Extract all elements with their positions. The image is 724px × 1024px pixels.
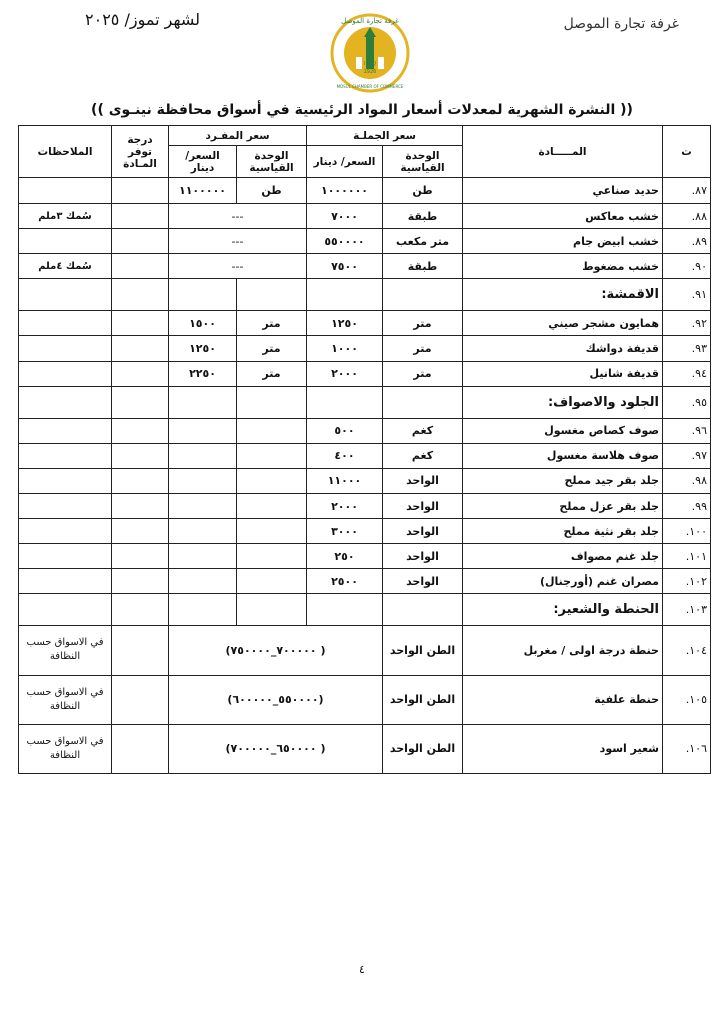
availability-cell (112, 418, 169, 443)
wholesale-price: ١٠٠٠ (307, 336, 383, 361)
price-range: ( ٧٠٠٠٠٠_٧٥٠٠٠٠) (169, 626, 383, 675)
empty-cell (19, 594, 112, 626)
row-number: ١٠٥. (663, 675, 711, 724)
table-row (19, 569, 711, 594)
section-title: الاقمشة: (463, 279, 663, 311)
retail-unit (237, 544, 307, 569)
col-wholesale: سعر الجملـة (307, 126, 463, 146)
wholesale-price: ٢٥٠ (307, 544, 383, 569)
col-notes: الملاحظات (19, 126, 112, 178)
notes-cell (19, 493, 112, 518)
logo-arabic-text: غرفة تجارة الموصل (341, 17, 399, 25)
wholesale-price: ١٠٠٠٠٠٠ (307, 178, 383, 204)
notes-cell: في الاسواق حسب النظافة (19, 724, 112, 773)
wholesale-price: ٢٥٠٠ (307, 569, 383, 594)
retail-price (169, 519, 237, 544)
empty-cell (19, 386, 112, 418)
chamber-logo-icon (330, 13, 410, 93)
notes-cell (19, 418, 112, 443)
row-number: ٩١. (663, 279, 711, 311)
availability-cell (112, 675, 169, 724)
retail-unit: متر (237, 311, 307, 336)
notes-cell (19, 468, 112, 493)
retail-unit (237, 493, 307, 518)
material-name: حنطة درجة اولى / مغربل (463, 626, 663, 675)
availability-cell (112, 544, 169, 569)
wholesale-price: ٥٠٠ (307, 418, 383, 443)
empty-cell (19, 279, 112, 311)
notes-cell: سُمك ٤ملم (19, 254, 112, 279)
wholesale-unit: الواحد (383, 468, 463, 493)
wholesale-unit: الواحد (383, 544, 463, 569)
material-name: قديفة دواشك (463, 336, 663, 361)
table-row (19, 311, 711, 336)
wholesale-unit: الواحد (383, 569, 463, 594)
row-number: ٨٨. (663, 204, 711, 229)
row-number: ٩٣. (663, 336, 711, 361)
logo-year-text: 1926 (363, 69, 377, 75)
notes-cell: في الاسواق حسب النظافة (19, 626, 112, 675)
material-name: خشب ابيض جام (463, 229, 663, 254)
material-name: حديد صناعي (463, 178, 663, 204)
prices-table-body (19, 178, 711, 774)
wholesale-unit: متر (383, 361, 463, 386)
empty-cell (383, 386, 463, 418)
row-number: ١٠٤. (663, 626, 711, 675)
price-range: (٥٥٠٠٠٠_٦٠٠٠٠٠) (169, 675, 383, 724)
page-number: ٤ (359, 963, 365, 976)
availability-cell (112, 178, 169, 204)
wholesale-price: ٢٠٠٠ (307, 493, 383, 518)
wholesale-unit: متر مكعب (383, 229, 463, 254)
empty-cell (307, 279, 383, 311)
table-row (19, 724, 711, 773)
retail-unit (237, 569, 307, 594)
material-name: صوف كصاص مغسول (463, 418, 663, 443)
retail-price: ١١٠٠٠٠٠ (169, 178, 237, 204)
empty-cell (237, 279, 307, 311)
wholesale-unit: متر (383, 311, 463, 336)
availability-cell (112, 336, 169, 361)
row-number: ٨٩. (663, 229, 711, 254)
availability-cell (112, 493, 169, 518)
retail-price (169, 443, 237, 468)
section-row (19, 594, 711, 626)
price-range: ( ٦٥٠٠٠٠_٧٠٠٠٠٠) (169, 724, 383, 773)
col-retail: سعر المفـرد (169, 126, 307, 146)
retail-price (169, 569, 237, 594)
retail-unit (237, 443, 307, 468)
wholesale-unit: الواحد (383, 493, 463, 518)
row-number: ٩٦. (663, 418, 711, 443)
notes-cell (19, 544, 112, 569)
row-number: ٩٥. (663, 386, 711, 418)
retail-dash: --- (169, 229, 307, 254)
row-number: ٩٧. (663, 443, 711, 468)
bulletin-month: لشهر تموز/ ٢٠٢٥ (85, 10, 200, 29)
retail-unit (237, 468, 307, 493)
wholesale-price: ٢٠٠٠ (307, 361, 383, 386)
row-number: ٩٤. (663, 361, 711, 386)
retail-price (169, 493, 237, 518)
wholesale-unit: متر (383, 336, 463, 361)
availability-cell (112, 519, 169, 544)
col-num: ت (663, 126, 711, 178)
wholesale-unit: الطن الواحد (383, 675, 463, 724)
chamber-name: غرفة تجارة الموصل (563, 16, 679, 32)
table-row (19, 418, 711, 443)
retail-price: ١٥٠٠ (169, 311, 237, 336)
row-number: ١٠٣. (663, 594, 711, 626)
retail-price (169, 418, 237, 443)
material-name: مصران غنم (أورجنال) (463, 569, 663, 594)
retail-price: ٢٢٥٠ (169, 361, 237, 386)
row-number: ٨٧. (663, 178, 711, 204)
material-name: جلد بقر عزل مملح (463, 493, 663, 518)
retail-price (169, 468, 237, 493)
wholesale-unit: كغم (383, 418, 463, 443)
notes-cell (19, 519, 112, 544)
wholesale-unit: طن (383, 178, 463, 204)
prices-table (18, 125, 711, 774)
row-number: ١٠٢. (663, 569, 711, 594)
logo-iraq-text: IRAQ (363, 61, 377, 67)
availability-cell (112, 443, 169, 468)
empty-cell (112, 594, 169, 626)
notes-cell (19, 569, 112, 594)
material-name: همايون مشجر صيني (463, 311, 663, 336)
retail-unit: متر (237, 361, 307, 386)
table-row (19, 254, 711, 279)
material-name: حنطة علفية (463, 675, 663, 724)
retail-price (169, 544, 237, 569)
table-row (19, 336, 711, 361)
notes-cell (19, 178, 112, 204)
table-row (19, 544, 711, 569)
availability-cell (112, 361, 169, 386)
logo-english-text: MOSUL CHAMBER OF COMMERCE (336, 84, 404, 89)
row-number: ١٠٠. (663, 519, 711, 544)
wholesale-unit: الطن الواحد (383, 626, 463, 675)
empty-cell (112, 386, 169, 418)
availability-cell (112, 569, 169, 594)
row-number: ١٠٦. (663, 724, 711, 773)
notes-cell (19, 361, 112, 386)
material-name: جلد غنم مصواف (463, 544, 663, 569)
row-number: ٩٢. (663, 311, 711, 336)
retail-unit (237, 519, 307, 544)
notes-cell (19, 311, 112, 336)
empty-cell (169, 594, 237, 626)
row-number: ١٠١. (663, 544, 711, 569)
empty-cell (383, 594, 463, 626)
section-title: الحنطة والشعير: (463, 594, 663, 626)
retail-unit: طن (237, 178, 307, 204)
col-retail-price: السعر/ دينار (169, 146, 237, 178)
notes-cell: سُمك ٣ملم (19, 204, 112, 229)
wholesale-price: ٥٥٠٠٠٠ (307, 229, 383, 254)
table-row (19, 468, 711, 493)
material-name: جلد بقر نثية مملح (463, 519, 663, 544)
empty-cell (237, 594, 307, 626)
wholesale-unit: طبقة (383, 204, 463, 229)
wholesale-price: ٧٥٠٠ (307, 254, 383, 279)
col-availability: درجة توفر المـادة (112, 126, 169, 178)
wholesale-price: ١١٠٠٠ (307, 468, 383, 493)
material-name: جلد بقر جيد مملح (463, 468, 663, 493)
retail-unit: متر (237, 336, 307, 361)
col-wholesale-price: السعر/ دينار (307, 146, 383, 178)
material-name: قديفة شانيل (463, 361, 663, 386)
section-row (19, 386, 711, 418)
table-row (19, 361, 711, 386)
empty-cell (383, 279, 463, 311)
empty-cell (307, 594, 383, 626)
col-wholesale-unit: الوحدة القياسية (383, 146, 463, 178)
empty-cell (169, 279, 237, 311)
availability-cell (112, 626, 169, 675)
availability-cell (112, 204, 169, 229)
empty-cell (307, 386, 383, 418)
material-name: شعير اسود (463, 724, 663, 773)
empty-cell (237, 386, 307, 418)
row-number: ٩٠. (663, 254, 711, 279)
retail-dash: --- (169, 204, 307, 229)
col-retail-unit: الوحدة القياسية (237, 146, 307, 178)
material-name: صوف هلاسة مغسول (463, 443, 663, 468)
table-row (19, 443, 711, 468)
wholesale-price: ٧٠٠٠ (307, 204, 383, 229)
availability-cell (112, 254, 169, 279)
notes-cell: في الاسواق حسب النظافة (19, 675, 112, 724)
table-row (19, 493, 711, 518)
col-material: المـــــادة (463, 126, 663, 178)
section-row (19, 279, 711, 311)
availability-cell (112, 311, 169, 336)
wholesale-unit: الواحد (383, 519, 463, 544)
bulletin-title: (( النشرة الشهرية لمعدلات أسعار المواد الرئيسية في أسواق محافظة نينـوى )) (91, 102, 633, 118)
availability-cell (112, 724, 169, 773)
wholesale-price: ٣٠٠٠ (307, 519, 383, 544)
row-number: ٩٩. (663, 493, 711, 518)
table-row (19, 519, 711, 544)
retail-dash: --- (169, 254, 307, 279)
notes-cell (19, 336, 112, 361)
wholesale-unit: الطن الواحد (383, 724, 463, 773)
empty-cell (169, 386, 237, 418)
table-row (19, 204, 711, 229)
section-title: الجلود والاصواف: (463, 386, 663, 418)
table-row (19, 178, 711, 204)
retail-unit (237, 418, 307, 443)
wholesale-price: ٤٠٠ (307, 443, 383, 468)
material-name: خشب مضغوط (463, 254, 663, 279)
material-name: خشب معاكس (463, 204, 663, 229)
table-row (19, 229, 711, 254)
table-row (19, 626, 711, 675)
retail-price: ١٢٥٠ (169, 336, 237, 361)
wholesale-unit: طبقة (383, 254, 463, 279)
notes-cell (19, 443, 112, 468)
availability-cell (112, 229, 169, 254)
table-row (19, 675, 711, 724)
availability-cell (112, 468, 169, 493)
row-number: ٩٨. (663, 468, 711, 493)
wholesale-price: ١٢٥٠ (307, 311, 383, 336)
wholesale-unit: كغم (383, 443, 463, 468)
notes-cell (19, 229, 112, 254)
empty-cell (112, 279, 169, 311)
